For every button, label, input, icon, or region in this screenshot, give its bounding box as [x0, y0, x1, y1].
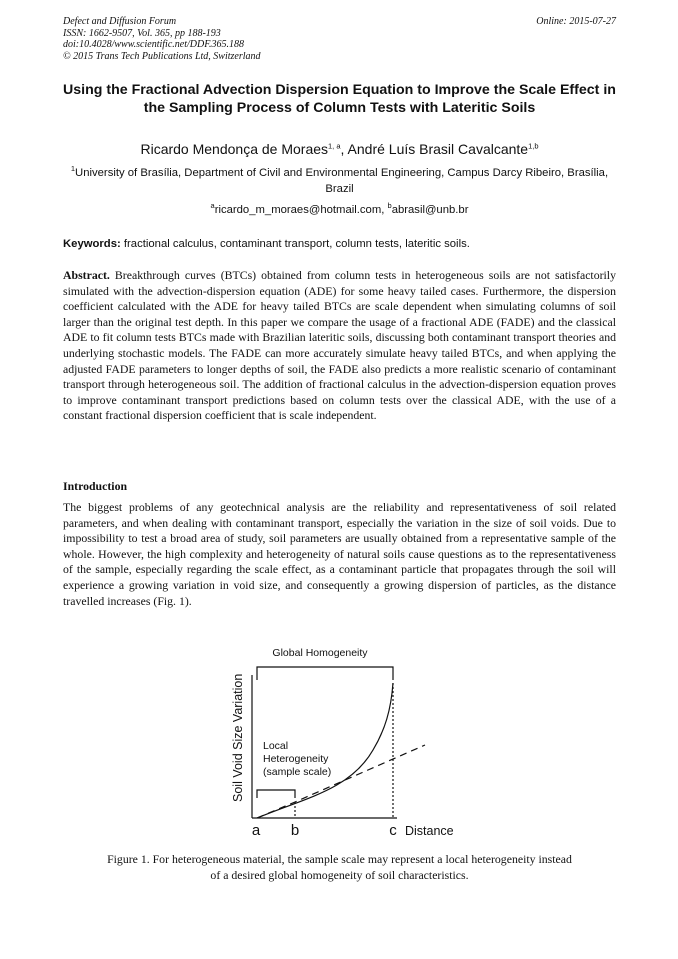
x-axis-label: Distance — [405, 824, 454, 838]
author-1-affil: 1, a — [328, 141, 341, 151]
local-heterogeneity-bracket — [257, 790, 295, 798]
global-homogeneity-label: Global Homogeneity — [272, 647, 368, 659]
local-label-line-1: Local — [263, 740, 289, 752]
email-b-marker: b — [387, 201, 392, 211]
copyright: © 2015 Trans Tech Publications Ltd, Switzerland — [63, 50, 261, 62]
abstract-label: Abstract. — [63, 268, 110, 282]
emails — [63, 201, 616, 216]
local-label-line-2: Heterogeneity — [263, 753, 329, 765]
keywords — [63, 238, 616, 250]
tick-b: b — [290, 822, 300, 839]
email-a-marker: a — [210, 201, 215, 211]
author-2-affil: 1,b — [528, 141, 539, 151]
figure-1 — [200, 640, 500, 845]
doi: doi:10.4028/www.scientific.net/DDF.365.188 — [63, 39, 245, 50]
author-1: Ricardo Mendonça de Moraes — [140, 141, 329, 157]
figure-caption — [63, 852, 616, 883]
abstract-text: Breakthrough curves (BTCs) obtained from column tests in heterogeneous soils are not satisfactorily simulated with the advection-dispersion equation (ADE) for some heavy tailed cases. Furthermore, the dispersion coefficient calculated with the ADE for heavy tailed BTCs are scale dependent when simulating columns of soil larger than the original test depth. In this paper we compare the usage of a fractional ADE (FADE) and the classical ADE to fit column tests BTCs made with Brazilian lateritic soils, discussing both contaminant transport theories and underlying stochastic models. The FADE can more accurately simulate heavy tailed BTCs, and when applying the adjusted FADE parameters to longer depths of soil, the FADE also predicts a more realistic scenario of contaminant transport through heterogeneous soil. The addition of fractional calculus in the advection-dispersion equation proves to improve contaminant transport predictions based on column tests over the classical ADE, with the use of a constant fractional dispersion coefficient that is scale independent. — [63, 268, 616, 423]
abstract — [63, 268, 616, 424]
keywords-text: fractional calculus, contaminant transport, column tests, lateritic soils. — [120, 238, 470, 250]
email-b: abrasil@unb.br — [391, 204, 469, 216]
tick-a: a — [251, 822, 261, 839]
author-separator: , — [340, 141, 348, 157]
author-2: André Luís Brasil Cavalcante — [347, 141, 529, 157]
affiliation-text: University of Brasília, Department of Civil and Environmental Engineering, Campus Darcy Ribeiro, Brasília, Brazil — [75, 167, 609, 195]
email-separator: , — [381, 204, 388, 216]
journal-name: Defect and Diffusion Forum — [63, 16, 177, 27]
affiliation — [63, 166, 616, 197]
issn: ISSN: 1662-9507, Vol. 365, pp 188-193 — [63, 27, 221, 39]
tick-c: c — [389, 822, 397, 839]
introduction-text: The biggest problems of any geotechnical analysis are the reliability and representativeness of soil related parameters, and when dealing with contaminant transport, especially the variation in the size of soil voids. Due to impossibility to test a broad area of study, soil parameters are usually obtained from a representative sample of the whole. However, the high complexity and heterogeneity of natural soils cause questions as to the representativeness of the sample, especially regarding the scale effect, as a contaminant particle that propagates through the soil will experience a growing variation in void size, and consequently a growing dispersion of particles, as the distance travelled increases (Fig. 1). — [63, 500, 616, 608]
paper-title: Using the Fractional Advection Dispersion Equation to Improve the Scale Effect in the Sampling Process of Column Tests with Lateritic Soils — [63, 82, 616, 116]
journal-header — [63, 16, 616, 62]
global-homogeneity-bracket — [257, 667, 393, 680]
introduction-heading: Introduction — [63, 479, 128, 493]
y-axis-label: Soil Void Size Variation — [231, 673, 245, 802]
caption-line-2: of a desired global homogeneity of soil characteristics. — [210, 867, 469, 882]
affiliation-marker: 1 — [70, 164, 76, 174]
authors — [63, 141, 616, 157]
local-label-line-3: (sample scale) — [263, 766, 332, 778]
keywords-label: Keywords: — [63, 238, 121, 250]
email-a: ricardo_m_moraes@hotmail.com — [214, 204, 382, 216]
online-date: Online: 2015-07-27 — [536, 16, 616, 27]
caption-line-1: Figure 1. For heterogeneous material, the sample scale may represent a local heterogeneity instead — [107, 852, 572, 866]
